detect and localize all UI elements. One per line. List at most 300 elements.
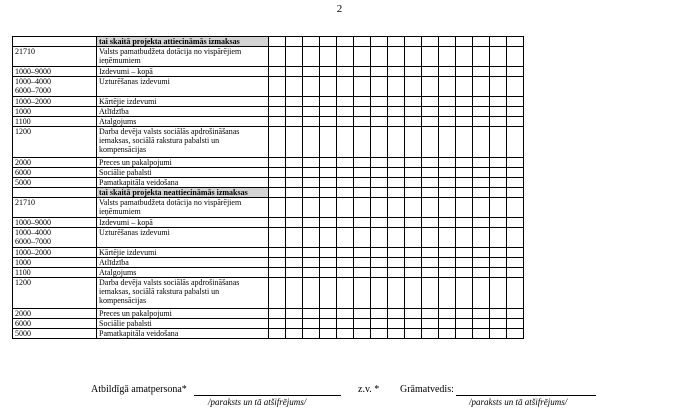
- section-header-row: [13, 37, 524, 47]
- value-cell: [388, 329, 405, 339]
- value-cell: [456, 37, 473, 47]
- value-cell: [422, 218, 439, 228]
- value-cell: [439, 77, 456, 97]
- value-cell: [422, 178, 439, 188]
- value-cell: [388, 168, 405, 178]
- table-row: [13, 278, 524, 309]
- value-cell: [320, 228, 337, 248]
- value-cell: [286, 258, 303, 268]
- value-cell: [507, 37, 524, 47]
- value-cell: [439, 309, 456, 319]
- value-cell: [439, 158, 456, 168]
- value-cell: [456, 278, 473, 309]
- budget-code: 1200: [15, 278, 31, 287]
- value-cell: [303, 127, 320, 158]
- value-cell: [405, 67, 422, 77]
- value-cell: [320, 309, 337, 319]
- value-cell: [405, 47, 422, 67]
- section-header: tai skaitā projekta neattiecināmās izmaksas: [97, 188, 269, 198]
- value-cell: [473, 309, 490, 319]
- value-cell: [473, 77, 490, 97]
- value-cell: [269, 248, 286, 258]
- value-cell: [354, 319, 371, 329]
- value-cell: [422, 107, 439, 117]
- value-cell: [439, 258, 456, 268]
- responsible-signature-caption: /paraksts un tā atšifrējums/: [208, 397, 307, 407]
- value-cell: [371, 218, 388, 228]
- value-cell: [507, 329, 524, 339]
- value-cell: [303, 47, 320, 67]
- value-cell: [371, 117, 388, 127]
- table-row: [13, 198, 524, 218]
- section-header-row: [13, 188, 524, 198]
- budget-code-cell: [13, 309, 97, 319]
- value-cell: [490, 178, 507, 188]
- value-cell: [371, 188, 388, 198]
- value-cell: [269, 107, 286, 117]
- value-cell: [286, 67, 303, 77]
- budget-code: 5000: [15, 178, 31, 187]
- value-cell: [456, 319, 473, 329]
- item-name: Preces un pakalpojumi: [97, 309, 269, 319]
- value-cell: [337, 228, 354, 248]
- budget-code-cell: [13, 248, 97, 258]
- item-name: Atalgojums: [97, 117, 269, 127]
- budget-code-cell: [13, 158, 97, 168]
- value-cell: [507, 67, 524, 77]
- value-cell: [439, 47, 456, 67]
- value-cell: [303, 218, 320, 228]
- value-cell: [405, 258, 422, 268]
- value-cell: [388, 117, 405, 127]
- budget-code: 1100: [15, 268, 31, 277]
- table-row: [13, 218, 524, 228]
- table-row: [13, 248, 524, 258]
- value-cell: [422, 117, 439, 127]
- value-cell: [388, 97, 405, 107]
- value-cell: [269, 188, 286, 198]
- value-cell: [422, 47, 439, 67]
- value-cell: [286, 107, 303, 117]
- table-row: [13, 77, 524, 97]
- value-cell: [473, 188, 490, 198]
- value-cell: [303, 117, 320, 127]
- value-cell: [490, 77, 507, 97]
- value-cell: [507, 278, 524, 309]
- value-cell: [354, 278, 371, 309]
- value-cell: [354, 248, 371, 258]
- value-cell: [405, 37, 422, 47]
- value-cell: [337, 319, 354, 329]
- item-name: Darba devēja valsts sociālās apdrošināšanas iemaksas, sociālā rakstura pabalsti un kompensācijas: [97, 127, 269, 158]
- budget-code: 6000: [15, 319, 31, 328]
- value-cell: [473, 158, 490, 168]
- value-cell: [422, 248, 439, 258]
- table-row: [13, 47, 524, 67]
- value-cell: [371, 268, 388, 278]
- value-cell: [337, 278, 354, 309]
- value-cell: [286, 228, 303, 248]
- value-cell: [388, 258, 405, 268]
- value-cell: [388, 67, 405, 77]
- value-cell: [388, 188, 405, 198]
- value-cell: [405, 319, 422, 329]
- value-cell: [507, 168, 524, 178]
- value-cell: [439, 278, 456, 309]
- value-cell: [286, 329, 303, 339]
- table-row: [13, 309, 524, 319]
- value-cell: [439, 218, 456, 228]
- value-cell: [337, 77, 354, 97]
- budget-code-cell: [13, 278, 97, 309]
- value-cell: [337, 67, 354, 77]
- value-cell: [473, 258, 490, 268]
- budget-code: 1000–9000: [15, 67, 51, 76]
- value-cell: [490, 117, 507, 127]
- value-cell: [507, 228, 524, 248]
- value-cell: [473, 319, 490, 329]
- value-cell: [337, 168, 354, 178]
- value-cell: [490, 158, 507, 168]
- value-cell: [303, 107, 320, 117]
- value-cell: [507, 47, 524, 67]
- value-cell: [422, 329, 439, 339]
- value-cell: [388, 248, 405, 258]
- value-cell: [456, 168, 473, 178]
- budget-code-cell: [13, 168, 97, 178]
- value-cell: [303, 228, 320, 248]
- value-cell: [439, 97, 456, 107]
- responsible-signature-line: [194, 395, 341, 396]
- accountant-signature-line: [456, 395, 596, 396]
- value-cell: [405, 158, 422, 168]
- value-cell: [269, 258, 286, 268]
- value-cell: [337, 37, 354, 47]
- value-cell: [405, 168, 422, 178]
- value-cell: [405, 178, 422, 188]
- value-cell: [303, 309, 320, 319]
- value-cell: [320, 258, 337, 268]
- value-cell: [320, 268, 337, 278]
- value-cell: [405, 127, 422, 158]
- value-cell: [269, 77, 286, 97]
- budget-code-cell: [13, 258, 97, 268]
- value-cell: [439, 248, 456, 258]
- item-name: Valsts pamatbudžeta dotācija no vispārējiem ieņēmumiem: [97, 47, 269, 67]
- value-cell: [490, 37, 507, 47]
- value-cell: [490, 258, 507, 268]
- value-cell: [473, 47, 490, 67]
- value-cell: [405, 77, 422, 97]
- value-cell: [269, 309, 286, 319]
- budget-code: 1200: [15, 127, 31, 136]
- value-cell: [354, 178, 371, 188]
- value-cell: [422, 127, 439, 158]
- value-cell: [388, 158, 405, 168]
- value-cell: [456, 97, 473, 107]
- value-cell: [286, 198, 303, 218]
- budget-code: 5000: [15, 329, 31, 338]
- value-cell: [303, 97, 320, 107]
- value-cell: [354, 228, 371, 248]
- value-cell: [507, 178, 524, 188]
- value-cell: [354, 268, 371, 278]
- table-row: [13, 67, 524, 77]
- budget-table-body: [13, 37, 524, 339]
- value-cell: [490, 188, 507, 198]
- budget-code: 2000: [15, 309, 31, 318]
- value-cell: [371, 168, 388, 178]
- value-cell: [320, 47, 337, 67]
- value-cell: [405, 198, 422, 218]
- value-cell: [337, 188, 354, 198]
- budget-code-cell: [13, 268, 97, 278]
- value-cell: [456, 268, 473, 278]
- value-cell: [422, 158, 439, 168]
- value-cell: [320, 319, 337, 329]
- value-cell: [371, 278, 388, 309]
- value-cell: [269, 67, 286, 77]
- value-cell: [490, 198, 507, 218]
- value-cell: [320, 329, 337, 339]
- value-cell: [354, 97, 371, 107]
- value-cell: [473, 268, 490, 278]
- item-name: Kārtējie izdevumi: [97, 248, 269, 258]
- value-cell: [354, 158, 371, 168]
- value-cell: [507, 198, 524, 218]
- value-cell: [422, 268, 439, 278]
- value-cell: [337, 158, 354, 168]
- budget-code-cell: [13, 107, 97, 117]
- value-cell: [422, 188, 439, 198]
- value-cell: [337, 329, 354, 339]
- value-cell: [405, 107, 422, 117]
- value-cell: [371, 77, 388, 97]
- budget-code: 6000: [15, 168, 31, 177]
- value-cell: [303, 67, 320, 77]
- value-cell: [490, 228, 507, 248]
- value-cell: [337, 309, 354, 319]
- table-row: [13, 178, 524, 188]
- value-cell: [269, 319, 286, 329]
- value-cell: [320, 278, 337, 309]
- value-cell: [422, 228, 439, 248]
- value-cell: [473, 117, 490, 127]
- value-cell: [337, 107, 354, 117]
- value-cell: [388, 198, 405, 218]
- value-cell: [456, 218, 473, 228]
- value-cell: [456, 47, 473, 67]
- value-cell: [269, 278, 286, 309]
- value-cell: [507, 248, 524, 258]
- value-cell: [337, 47, 354, 67]
- value-cell: [507, 77, 524, 97]
- value-cell: [507, 319, 524, 329]
- value-cell: [337, 258, 354, 268]
- value-cell: [303, 178, 320, 188]
- section-header: tai skaitā projekta attiecināmās izmaksas: [97, 37, 269, 47]
- value-cell: [422, 67, 439, 77]
- value-cell: [439, 168, 456, 178]
- value-cell: [303, 329, 320, 339]
- value-cell: [286, 37, 303, 47]
- value-cell: [269, 218, 286, 228]
- value-cell: [507, 97, 524, 107]
- value-cell: [473, 178, 490, 188]
- value-cell: [456, 77, 473, 97]
- value-cell: [405, 117, 422, 127]
- value-cell: [388, 37, 405, 47]
- value-cell: [320, 178, 337, 188]
- value-cell: [456, 107, 473, 117]
- stamp-label: z.v. *: [358, 384, 380, 395]
- budget-code-cell: [13, 97, 97, 107]
- value-cell: [269, 158, 286, 168]
- item-name: Izdevumi – kopā: [97, 67, 269, 77]
- value-cell: [490, 168, 507, 178]
- table-row: [13, 168, 524, 178]
- value-cell: [388, 218, 405, 228]
- value-cell: [320, 168, 337, 178]
- table-row: [13, 268, 524, 278]
- value-cell: [303, 158, 320, 168]
- value-cell: [456, 258, 473, 268]
- value-cell: [388, 319, 405, 329]
- value-cell: [405, 228, 422, 248]
- value-cell: [337, 97, 354, 107]
- value-cell: [337, 268, 354, 278]
- value-cell: [269, 47, 286, 67]
- item-name: Atlīdzība: [97, 258, 269, 268]
- value-cell: [303, 198, 320, 218]
- value-cell: [354, 107, 371, 117]
- item-name: Sociālie pabalsti: [97, 168, 269, 178]
- value-cell: [507, 127, 524, 158]
- value-cell: [422, 37, 439, 47]
- budget-code-cell: [13, 47, 97, 67]
- value-cell: [303, 37, 320, 47]
- value-cell: [473, 228, 490, 248]
- value-cell: [422, 168, 439, 178]
- table-row: [13, 97, 524, 107]
- value-cell: [286, 77, 303, 97]
- value-cell: [473, 329, 490, 339]
- value-cell: [473, 198, 490, 218]
- value-cell: [473, 248, 490, 258]
- value-cell: [439, 188, 456, 198]
- value-cell: [473, 67, 490, 77]
- value-cell: [354, 309, 371, 319]
- budget-code-cell: [13, 218, 97, 228]
- value-cell: [337, 127, 354, 158]
- value-cell: [354, 168, 371, 178]
- value-cell: [286, 117, 303, 127]
- value-cell: [320, 117, 337, 127]
- value-cell: [422, 198, 439, 218]
- value-cell: [371, 309, 388, 319]
- value-cell: [371, 228, 388, 248]
- value-cell: [507, 107, 524, 117]
- value-cell: [439, 319, 456, 329]
- page-number: 2: [336, 3, 343, 15]
- budget-code-cell: [13, 127, 97, 158]
- value-cell: [422, 77, 439, 97]
- value-cell: [490, 268, 507, 278]
- value-cell: [371, 198, 388, 218]
- budget-code: 21710: [15, 47, 35, 56]
- budget-code: 6000–7000: [15, 237, 51, 246]
- value-cell: [286, 309, 303, 319]
- budget-code: 1000–9000: [15, 218, 51, 227]
- value-cell: [405, 329, 422, 339]
- value-cell: [320, 127, 337, 158]
- value-cell: [371, 329, 388, 339]
- value-cell: [320, 158, 337, 168]
- value-cell: [371, 97, 388, 107]
- value-cell: [269, 178, 286, 188]
- value-cell: [405, 218, 422, 228]
- value-cell: [303, 248, 320, 258]
- value-cell: [371, 127, 388, 158]
- value-cell: [456, 127, 473, 158]
- value-cell: [303, 278, 320, 309]
- value-cell: [507, 309, 524, 319]
- value-cell: [303, 168, 320, 178]
- value-cell: [354, 117, 371, 127]
- value-cell: [388, 278, 405, 309]
- value-cell: [354, 329, 371, 339]
- value-cell: [405, 97, 422, 107]
- value-cell: [286, 278, 303, 309]
- value-cell: [388, 309, 405, 319]
- budget-code: 1100: [15, 117, 31, 126]
- item-name: Atalgojums: [97, 268, 269, 278]
- value-cell: [456, 158, 473, 168]
- value-cell: [320, 198, 337, 218]
- value-cell: [371, 158, 388, 168]
- budget-code: 1000–2000: [15, 97, 51, 106]
- budget-code-cell: [13, 117, 97, 127]
- value-cell: [303, 188, 320, 198]
- budget-code: 1000: [15, 107, 31, 116]
- item-name: Uzturēšanas izdevumi: [97, 77, 269, 97]
- budget-code-cell: [13, 329, 97, 339]
- value-cell: [490, 248, 507, 258]
- value-cell: [303, 268, 320, 278]
- value-cell: [473, 37, 490, 47]
- value-cell: [507, 258, 524, 268]
- value-cell: [286, 47, 303, 67]
- value-cell: [507, 158, 524, 168]
- value-cell: [490, 278, 507, 309]
- value-cell: [456, 67, 473, 77]
- value-cell: [269, 168, 286, 178]
- budget-table: [12, 36, 524, 339]
- value-cell: [456, 188, 473, 198]
- budget-code: 1000–4000: [15, 77, 51, 86]
- value-cell: [269, 117, 286, 127]
- accountant-label: Grāmatvedis:: [400, 384, 454, 395]
- value-cell: [371, 47, 388, 67]
- value-cell: [388, 268, 405, 278]
- value-cell: [354, 198, 371, 218]
- value-cell: [388, 77, 405, 97]
- budget-code-cell: [13, 178, 97, 188]
- value-cell: [371, 248, 388, 258]
- value-cell: [286, 188, 303, 198]
- value-cell: [422, 319, 439, 329]
- value-cell: [439, 107, 456, 117]
